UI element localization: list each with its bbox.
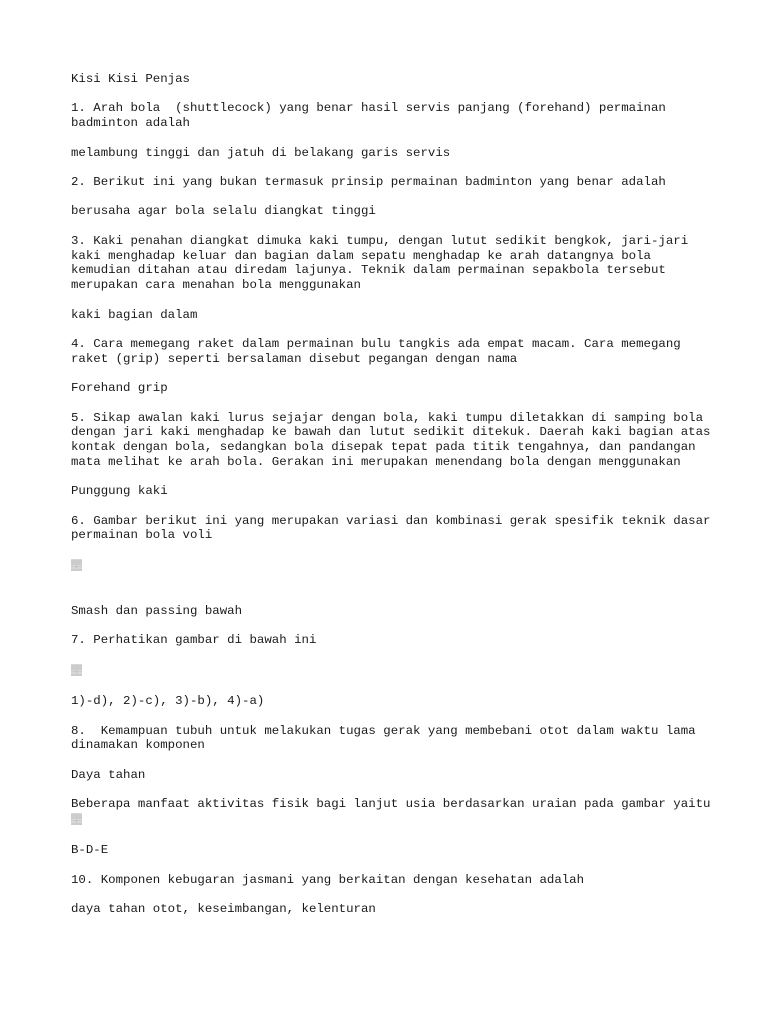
question-2: 2. Berikut ini yang bukan termasuk prinsip permainan badminton yang benar adalah (71, 174, 666, 189)
answer-9: B-D-E (71, 843, 109, 858)
document-title: Kisi Kisi Penjas (71, 72, 190, 86)
question-1: 1. Arah bola (shuttlecock) yang benar hasil servis panjang (forehand) permainan badminton adalah (71, 101, 674, 131)
answer-5: Punggung kaki (71, 484, 168, 499)
missing-image-icon: ▒▒ (71, 560, 82, 572)
question-10: 10. Komponen kebugaran jasmani yang berkaitan dengan kesehatan adalah (71, 872, 585, 887)
image-placeholder-9 (71, 812, 711, 829)
question-8: 8. Kemampuan tubuh untuk melakukan tugas gerak yang membebani otot dalam waktu lama dinamakan komponen (71, 723, 704, 753)
answer-2: berusaha agar bola selalu diangkat tinggi (71, 204, 376, 219)
answer-6: Smash dan passing bawah (71, 604, 243, 619)
image-placeholder-7 (71, 663, 711, 680)
question-9: Beberapa manfaat aktivitas fisik bagi lanjut usia berdasarkan uraian pada gambar yaitu (71, 797, 711, 812)
answer-1: melambung tinggi dan jatuh di belakang garis servis (71, 145, 451, 160)
question-5: 5. Sikap awalan kaki lurus sejajar dengan bola, kaki tumpu diletakkan di samping bola dengan jari kaki menghadap ke bawah dan lutut sedikit ditekuk. Daerah kaki bagian atas kontak dengan bola, sedangkan bola disepak tepat pada titik tengahnya, dan pandangan mata melihat ke arah bola. Gerakan ini merupakan menendang bola dengan menggunakan (71, 410, 718, 469)
missing-image-icon: ▒▒ (71, 665, 82, 677)
document-page (71, 72, 718, 932)
question-3: 3. Kaki penahan diangkat dimuka kaki tumpu, dengan lutut sedikit bengkok, jari-jari kaki menghadap keluar dan bagian dalam sepatu menghadap ke arah datangnya bola kemudian ditahan atau diredam lajunya. Teknik dalam permainan sepakbola tersebut merupakan cara menahan bola menggunakan (71, 233, 696, 293)
answer-10: daya tahan otot, keseimbangan, kelenturan (71, 902, 376, 917)
question-6: 6. Gambar berikut ini yang merupakan variasi dan kombinasi gerak spesifik teknik dasar permainan bola voli (71, 513, 718, 543)
question-7: 7. Perhatikan gambar di bawah ini (71, 633, 317, 648)
answer-7: 1)-d), 2)-c), 3)-b), 4)-a) (71, 694, 265, 709)
question-4: 4. Cara memegang raket dalam permainan bulu tangkis ada empat macam. Cara memegang raket (grip) seperti bersalaman disebut pegangan dengan nama (71, 336, 689, 366)
answer-4: Forehand grip (71, 381, 168, 396)
answer-3: kaki bagian dalam (71, 307, 198, 322)
image-placeholder-6 (71, 558, 711, 575)
missing-image-icon: ▒▒ (71, 814, 82, 826)
answer-8: Daya tahan (71, 767, 146, 782)
